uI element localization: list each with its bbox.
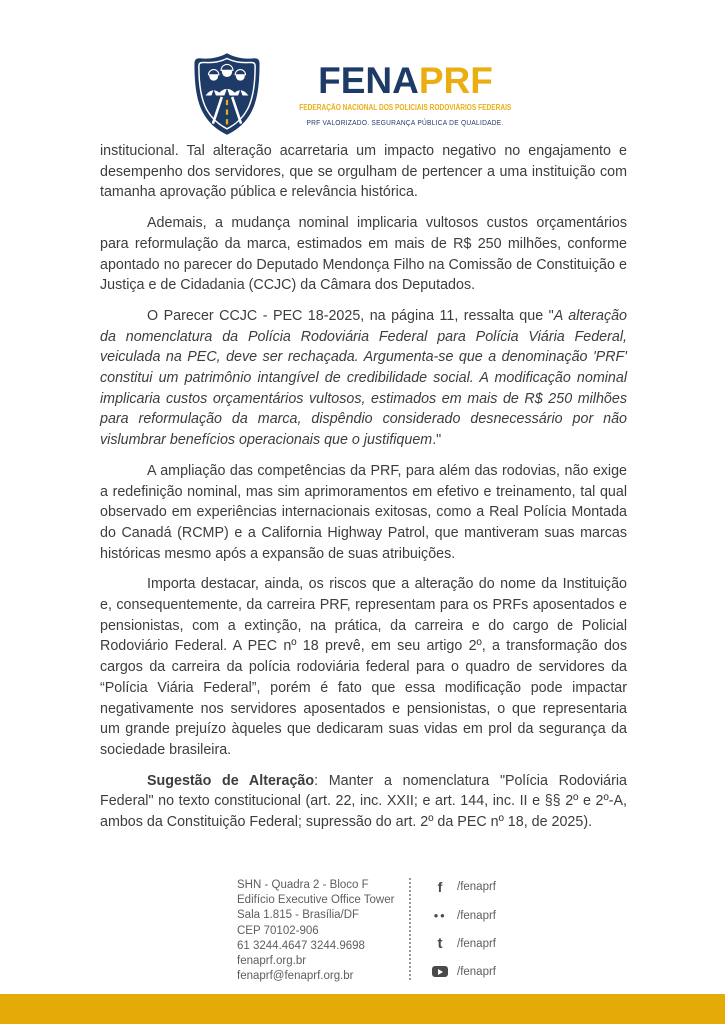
logo-wordmark bbox=[318, 59, 493, 101]
address-line: CEP 70102-906 bbox=[237, 924, 319, 937]
footer-address bbox=[237, 878, 405, 984]
paragraph bbox=[100, 141, 627, 203]
logo-text-block bbox=[276, 59, 535, 127]
text-segment: institucional. Tal alteração acarretaria um impacto negativo no engajamento e desempenho dos servidores, que se orgulham de pertencer a uma instituição com tamanha aprovação pública e relevância histórica. bbox=[100, 143, 627, 201]
text-segment: Sugestão de Alteração bbox=[147, 772, 315, 789]
social-handle: /fenaprf bbox=[457, 965, 496, 978]
fenaprf-logo bbox=[0, 52, 725, 136]
logo-text-prf: PRF bbox=[418, 59, 493, 101]
fenaprf-shield-icon bbox=[190, 52, 264, 136]
social-handle: /fenaprf bbox=[457, 909, 496, 922]
text-segment: Importa destacar, ainda, os riscos que a alteração do nome da Instituição e, consequentemente, da carreira PRF, representam para os PRFs aposentados e pensionistas, com a extinção, na prática, da carreira e do cargo de Policial Rodoviário Federal. A PEC nº 18 prevê, em seu artigo 2º, a transformação dos cargos da carreira da polícia rodoviária federal para o quadro de servidores da “Polícia Viária Federal”, porém é fato que essa modificação pode impactar negativamente nos servidores aposentados e pensionistas, o que representaria um grande prejuízo àqueles que dedicaram suas vidas em prol da segurança da sociedade brasileira. bbox=[100, 576, 627, 758]
social-facebook bbox=[431, 880, 496, 894]
paragraph bbox=[100, 461, 627, 565]
twitter-icon: t bbox=[437, 935, 443, 953]
text-segment: O Parecer CCJC - PEC 18-2025, na página 11, ressalta que " bbox=[147, 307, 554, 324]
text-segment: ." bbox=[432, 432, 442, 449]
logo-federation-line: FEDERAÇÃO NACIONAL DOS POLICIAIS RODOVIÁRIOS FEDERAIS bbox=[299, 102, 512, 112]
social-youtube bbox=[431, 966, 496, 978]
paragraph bbox=[100, 306, 627, 451]
social-flickr bbox=[431, 909, 496, 923]
facebook-icon: f bbox=[437, 879, 443, 895]
footer-social bbox=[431, 878, 496, 978]
logo-tagline: PRF VALORIZADO. SEGURANÇA PÚBLICA DE QUALIDADE. bbox=[306, 117, 505, 127]
bottom-accent-bar bbox=[0, 994, 725, 1024]
page-footer bbox=[237, 878, 496, 984]
website-line: fenaprf.org.br bbox=[237, 955, 307, 968]
flickr-icon: ●● bbox=[433, 910, 447, 920]
document-paragraphs bbox=[100, 141, 627, 843]
paragraph bbox=[100, 771, 627, 833]
text-segment: Ademais, a mudança nominal implicaria vultosos custos orçamentários para reformulação da marca, estimados em mais de R$ 250 milhões, conforme apontado no parecer do Deputado Mendonça Filho na Comissão de Constituição e Justiça e de Cidadania (CCJC) da Câmara dos Deputados. bbox=[100, 215, 627, 294]
text-segment: A alteração da nomenclatura da Polícia Rodoviária Federal para Polícia Viária Federal, veiculada na PEC, deve ser rechaçada. Argumenta-se que a denominação 'PRF' constitui um patrimônio intangível de credibilidade social. A modificação nominal implicaria custos orçamentários vultosos, estimados em mais de R$ 250 milhões para reformulação da marca, dispêndio considerado desnecessário por não vislumbrar benefícios operacionais que o justifiquem bbox=[100, 307, 628, 449]
social-handle: /fenaprf bbox=[457, 881, 496, 893]
text-segment: A ampliação das competências da PRF, para além das rodovias, não exige a redefinição nominal, mas sim aprimoramentos em efetivo e treinamento, tal qual observado em experiências internacionais exitosas, como a Real Polícia Montada do Canadá (RCMP) e a California Highway Patrol, que mantiveram suas marcas históricas mesmo após a expansão de suas atribuições. bbox=[100, 462, 627, 562]
text-segment: : Manter a nomenclatura "Polícia Rodoviária Federal" no texto constitucional (art. 22, inc. XXII; e art. 144, inc. II e §§ 2º e 2º-A, ambos da Constituição Federal; supressão do art. 2º da PEC nº 18, de 2025). bbox=[100, 772, 627, 831]
youtube-icon bbox=[431, 966, 449, 977]
paragraph bbox=[100, 213, 627, 296]
logo-text-fena: FENA bbox=[318, 59, 419, 101]
social-twitter bbox=[431, 937, 496, 951]
phone-line: 61 3244.4647 3244.9698 bbox=[237, 939, 365, 952]
footer-divider bbox=[409, 878, 411, 980]
address-line: Edifício Executive Office Tower bbox=[237, 894, 395, 907]
address-line: SHN - Quadra 2 - Bloco F bbox=[237, 879, 369, 891]
email-line: fenaprf@fenaprf.org.br bbox=[237, 970, 354, 983]
address-line: Sala 1.815 - Brasília/DF bbox=[237, 909, 360, 922]
paragraph bbox=[100, 574, 627, 760]
social-handle: /fenaprf bbox=[457, 938, 496, 951]
